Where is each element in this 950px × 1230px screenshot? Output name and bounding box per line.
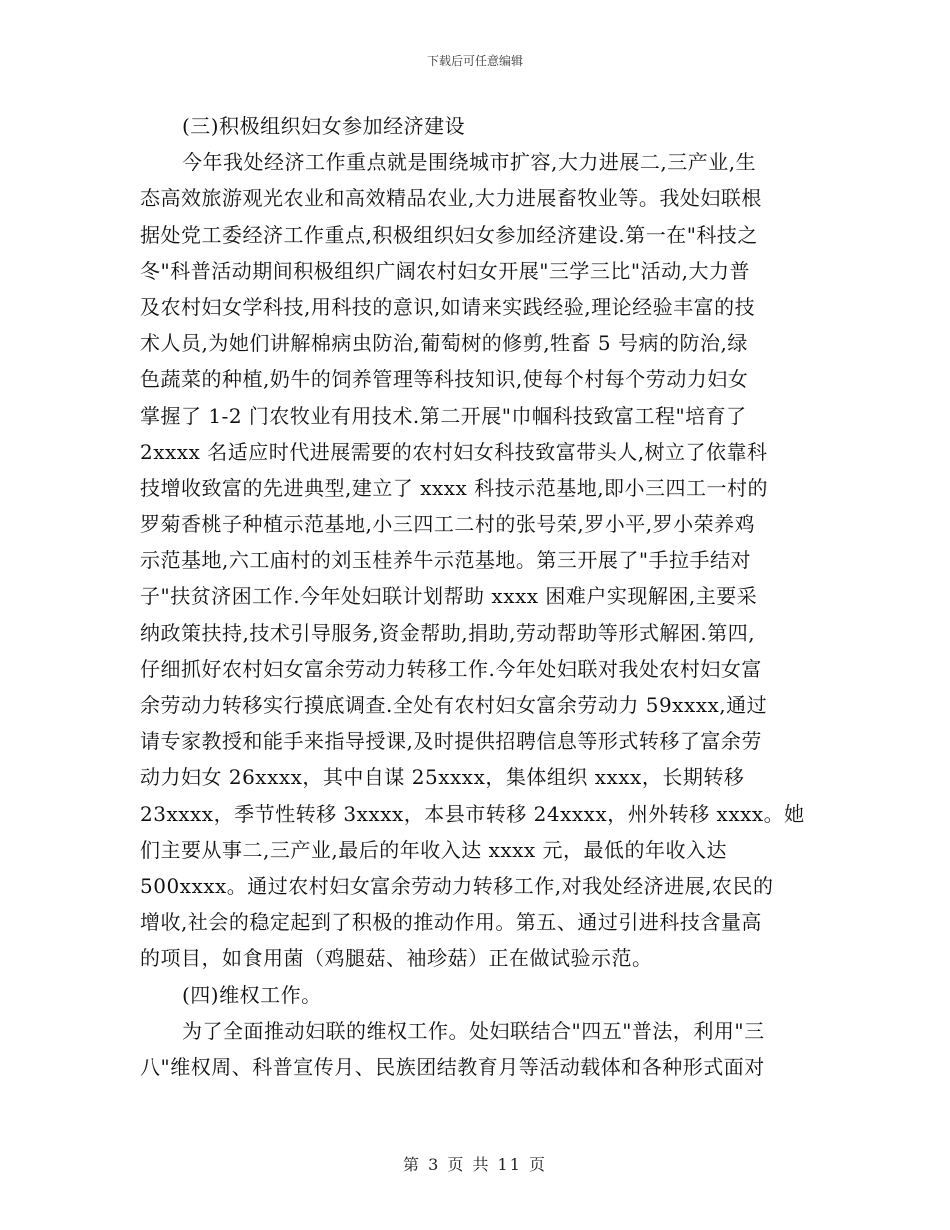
paragraph-line: 子"扶贫济困工作.今年处妇联计划帮助 xxxx 困难户实现解困,主要采 xyxy=(140,584,758,609)
paragraph-line: 2xxxx 名适应时代进展需要的农村妇女科技致富带头人,树立了依靠科 xyxy=(140,439,768,464)
paragraph-line: 色蔬菜的种植,奶牛的饲养管理等科技知识,使每个村每个劳动力妇女 xyxy=(140,367,749,392)
paragraph-line: 技增收致富的先进典型,建立了 xxxx 科技示范基地,即小三四工一村的 xyxy=(140,475,769,500)
paragraph-line: 为了全面推动妇联的维权工作。处妇联结合"四五"普法，利用"三 xyxy=(182,1018,765,1043)
paragraph-line: 据处党工委经济工作重点,积极组织妇女参加经济建设.第一在"科技之 xyxy=(140,222,758,247)
paragraph-line: 示范基地,六工庙村的刘玉桂养牛示范基地。第三开展了"手拉手结对 xyxy=(140,548,752,573)
paragraph-line: 罗菊香桃子种植示范基地,小三四工二村的张号荣,罗小平,罗小荣养鸡 xyxy=(140,512,756,537)
paragraph-line: 纳政策扶持,技术引导服务,资金帮助,捐助,劳动帮助等形式解困.第四, xyxy=(140,620,756,645)
paragraph-line: 及农村妇女学科技,用科技的意识,如请来实践经验,理论经验丰富的技 xyxy=(140,294,756,319)
paragraph-line: 请专家教授和能手来指导授课,及时提供招聘信息等形式转移了富余劳 xyxy=(140,729,762,754)
paragraph-line: 们主要从事二,三产业,最后的年收入达 xxxx 元，最低的年收入达 xyxy=(140,837,728,862)
section-heading: (三)积极组织妇女参加经济建设 xyxy=(182,114,466,138)
page-number: 第 3 页 共 11 页 xyxy=(403,1155,547,1174)
paragraph-line: 冬"科普活动期间积极组织广阔农村妇女开展"三学三比"活动,大力普 xyxy=(140,258,750,283)
body-text xyxy=(140,108,812,1085)
paragraph-line: 今年我处经济工作重点就是围绕城市扩容,大力进展二,三产业,生 xyxy=(182,150,757,175)
section-heading: (四)维权工作。 xyxy=(182,982,322,1007)
paragraph-line: 500xxxx。通过农村妇女富余劳动力转移工作,对我处经济进展,农民的 xyxy=(140,873,774,898)
paragraph-line: 八"维权周、科普宣传月、民族团结教育月等活动载体和各种形式面对 xyxy=(140,1054,765,1079)
paragraph-line: 增收,社会的稳定起到了积极的推动作用。第五、通过引进科技含量高 xyxy=(140,910,762,935)
paragraph-line: 仔细抓好农村妇女富余劳动力转移工作.今年处妇联对我处农村妇女富 xyxy=(140,656,762,681)
paragraph-line: 余劳动力转移实行摸底调查.全处有农村妇女富余劳动力 59xxxx,通过 xyxy=(140,693,768,717)
paragraph-line: 掌握了 1-2 门农牧业有用技术.第二开展"巾帼科技致富工程"培育了 xyxy=(140,403,747,428)
paragraph-line: 术人员,为她们讲解棉病虫防治,葡萄树的修剪,牲畜 5 号病的防治,绿 xyxy=(140,331,748,356)
paragraph-line: 动力妇女 26xxxx，其中自谋 25xxxx，集体组织 xxxx，长期转移 xyxy=(140,765,745,790)
header-note: 下载后可任意编辑 xyxy=(426,54,523,68)
paragraph-line: 23xxxx，季节性转移 3xxxx，本县市转移 24xxxx，州外转移 xxxx。她 xyxy=(140,801,805,826)
paragraph-line: 态高效旅游观光农业和高效精品农业,大力进展畜牧业等。我处妇联根 xyxy=(140,186,762,211)
paragraph-line: 的项目，如食用菌（鸡腿菇、袖珍菇）正在做试验示范。 xyxy=(140,946,653,971)
